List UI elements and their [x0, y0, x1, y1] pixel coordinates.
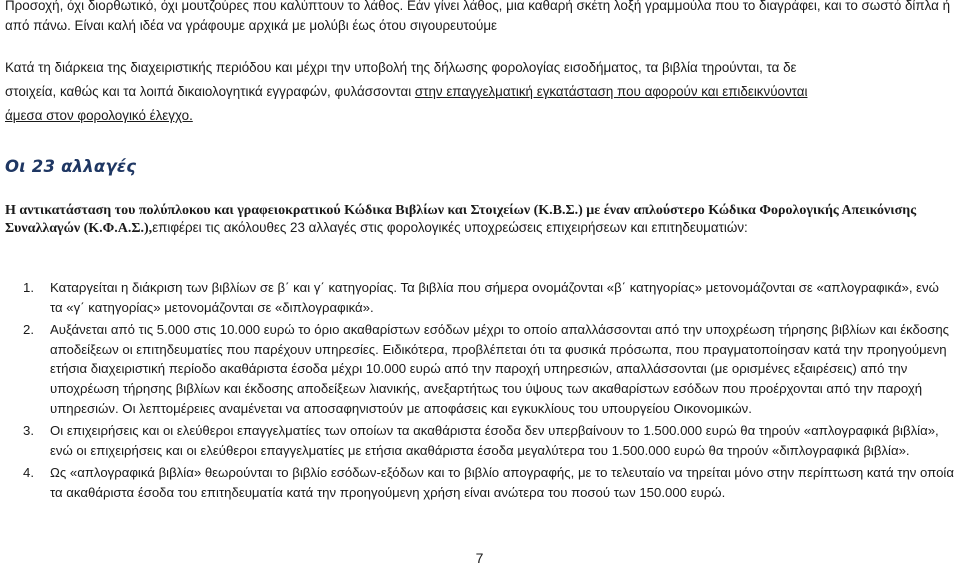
- list-item-text: Αυξάνεται από τις 5.000 στις 10.000 ευρώ το όριο ακαθαρίστων εσόδων μέχρι το οποίο απαλλάσσονται από την υποχρέωση τήρησης βιβλίων και έκδοσης αποδείξεων οι επιτηδευματίες που παρέχουν υπηρεσίες. Ειδικότερα, προβλέπεται ότι τα φυσικά πρόσωπα, που πραγματοποίησαν κατά την προηγούμενη ετήσια διαχειριστική περίοδο ακαθάριστα έσοδα μέχρι 10.000 ευρώ από την παροχή υπηρεσιών, απαλλάσσονται (με ορισμένες εξαιρέσεις) από την υποχρέωση τήρησης βιβλίων και έκδοσης αποδείξεων λιανικής, ανεξαρτήτως του ύψους των ακαθαρίστων εσόδων που προέρχονται από την παροχή υπηρεσιών. Οι λεπτομέρειες αναμένεται να αποσαφηνιστούν με αποφάσεις και εγκυκλίους του υπουργείου Οικονομικών.: [50, 322, 950, 416]
- section-heading: Οι 23 αλλαγές: [5, 157, 137, 176]
- list-item-text: Καταργείται η διάκριση των βιβλίων σε β΄ και γ΄ κατηγορίας. Τα βιβλία που σήμερα ονομάζονται «β΄ κατηγορίας» μετονομάζονται σε «απλογραφικά», ενώ τα «γ΄ κατηγορίας» μετονομάζονται σε «διπλογραφικά».: [50, 280, 939, 315]
- list-item-text: Οι επιχειρήσεις και οι ελεύθεροι επαγγελματίες των οποίων τα ακαθάριστα έσοδα δεν υπερβαίνουν το 1.500.000 ευρώ θα τηρούν «απλογραφικά βιβλία», ενώ οι επιχειρήσεις και οι ελεύθεροι επαγγελματίες με ετήσια ακαθάριστα έσοδα μεγαλύτερα του 1.500.000 ευρώ θα τηρούν «διπλογραφικά βιβλία».: [50, 423, 939, 458]
- list-item-text: Ως «απλογραφικά βιβλία» θεωρούνται το βιβλίο εσόδων-εξόδων και το βιβλίο απογραφής, με το τελευταίο να τηρείται μόνο στην περίπτωση κατά την οποία τα ακαθάριστα έσοδα του επιτηδευματία κατά την προηγούμενη χρήση είναι ανώτερα του ποσού των 150.000 ευρώ.: [50, 465, 954, 500]
- changes-list: [5, 278, 955, 506]
- list-item: [5, 320, 955, 418]
- list-item: [5, 463, 955, 502]
- list-item: [5, 278, 955, 317]
- list-item-number: 4.: [23, 465, 34, 481]
- list-item-number: 1.: [23, 280, 34, 295]
- list-item-number: 3.: [23, 423, 34, 439]
- lead-bold-text: Η αντικατάσταση του πολύπλοκου και γραφειοκρατικού Κώδικα Βιβλίων και Στοιχείων (Κ.Β.Σ.) με έναν απλούστερο Κώδικα Φορολογικής Απεικόνισης Συναλλαγών (Κ.Φ.Α.Σ.),: [5, 203, 917, 236]
- description-paragraph: [5, 58, 957, 126]
- description-line-2: [5, 82, 957, 102]
- page-number: 7: [475, 550, 484, 566]
- description-link[interactable]: στην επαγγελματική εγκατάσταση που αφορούν και επιδεικνύονται: [414, 84, 808, 99]
- list-item-number: 2.: [23, 322, 34, 338]
- description-line-1: Κατά τη διάρκεια της διαχειριστικής περιόδου και μέχρι την υποβολή της δήλωσης φορολογίας εισοδήματος, τα βιβλία τηρούνται, τα δε: [5, 60, 797, 75]
- list-item: [5, 421, 955, 460]
- description-line-2-text: στοιχεία, καθώς και τα λοιπά δικαιολογητικά εγγραφών, φυλάσσονται: [5, 84, 415, 99]
- description-line-3: [5, 106, 957, 126]
- top-paragraph: Προσοχή, όχι διορθωτικό, όχι μουτζούρες που καλύπτουν το λάθος. Εάν γίνει λάθος, μια καθαρή σκέτη λοξή γραμμούλα που το διαγράφει, και το σωστό δίπλα ή από πάνω. Είναι καλή ιδέα να γράφουμε αρχικά με μολύβι έως ότου σιγουρευτούμε: [5, 0, 951, 33]
- description-link-continued[interactable]: άμεσα στον φορολογικό έλεγχο.: [5, 108, 193, 123]
- lead-paragraph: [5, 201, 955, 237]
- lead-normal-text: επιφέρει τις ακόλουθες 23 αλλαγές στις φορολογικές υποχρεώσεις επιχειρήσεων και επιτηδευματιών:: [152, 220, 748, 235]
